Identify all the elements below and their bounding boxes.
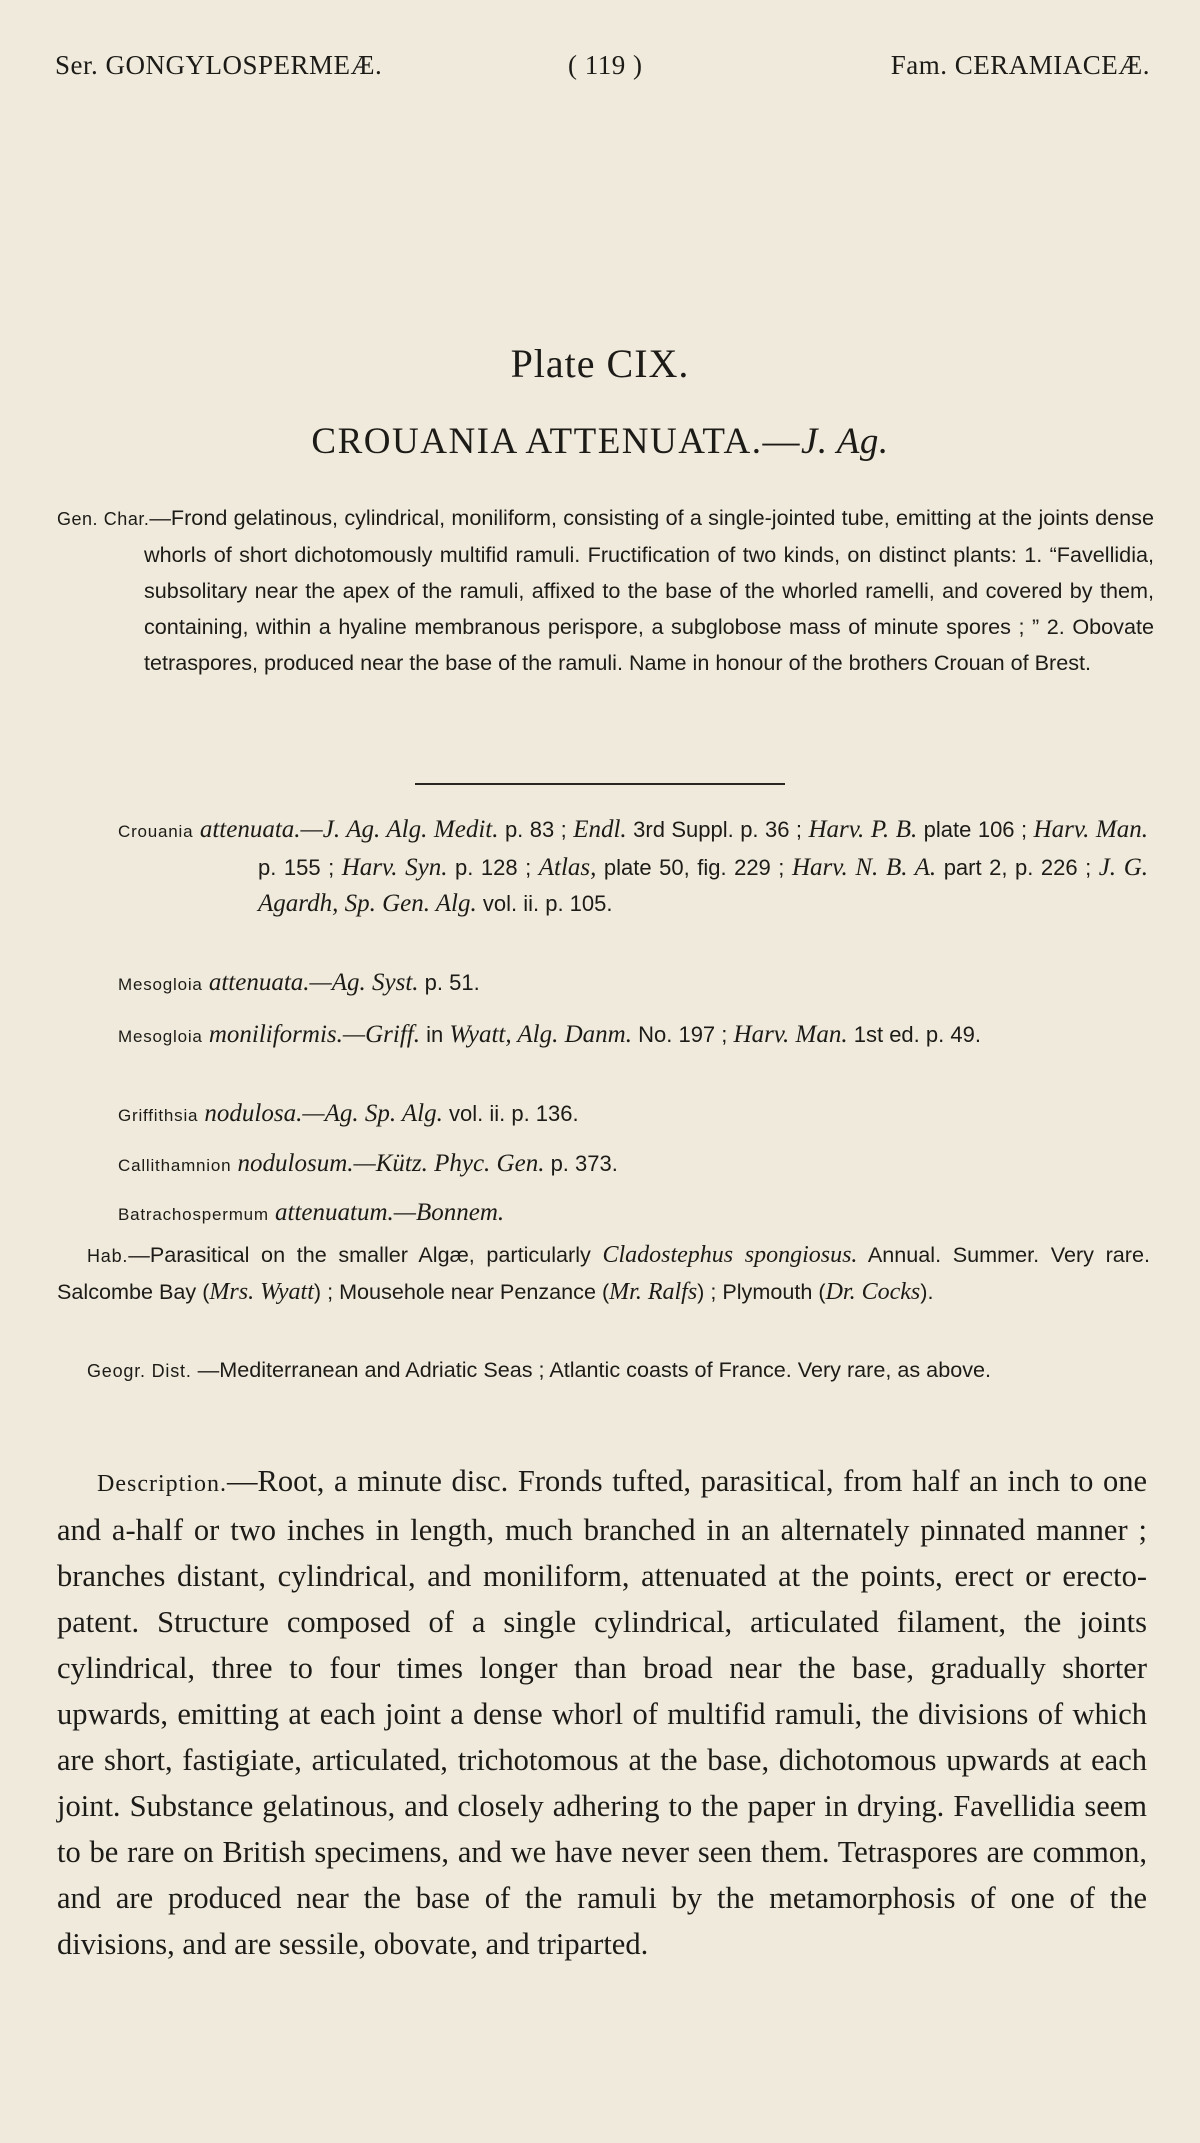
series-heading [55,50,382,81]
synonym-italic: attenuata.—J. Ag. Alg. Medit. [199,816,499,843]
description-label: Description. [97,1471,227,1497]
gen-char-text: —Frond gelatinous, cylindrical, moniliform, consisting of a single-jointed tube, emitting at the joints dense whorls of short dichotomously multifid ramuli. Fructification of two kinds, on distinct plants: 1. “Favellidia, subsolitary near the apex of the ramuli, affixed to the base of the whorled ramelli, and covered by them, containing, within a hyaline membranous perispore, a subglobose mass of minute spores ; ” 2. Obovate tetraspores, produced near the base of the ramuli. Name in honour of the brothers Crouan of Brest. [144,505,1154,675]
synonym-text: p. 373. [544,1151,618,1176]
page-number: ( 119 ) [568,50,643,80]
generic-character [57,500,1154,681]
synonym-italic: Harv. Syn. [341,854,448,881]
habitat-italic: Mrs. Wyatt [209,1279,314,1305]
family-name: CERAMIACEÆ. [954,50,1150,80]
synonym-italic: Harv. N. B. A. [791,854,937,881]
synonym-text: p. 155 ; [258,855,342,880]
synonym-genus: Mesogloia [118,1027,203,1046]
synonym-genus: Mesogloia [118,975,203,994]
synonym-italic: Endl. [573,816,627,843]
habitat-italic: Cladostephus spongiosus. [602,1242,858,1268]
habitat-text: ). [920,1279,934,1304]
section-divider [415,783,785,785]
synonym-text: p. 51. [418,970,480,995]
synonym-text: p. 83 ; [498,817,574,842]
synonym-entry [118,1017,1148,1055]
species-title [0,420,1200,463]
synonym-entry [118,1146,1148,1184]
habitat-text: Annual. Summer. Very rare. Salcombe Bay ( [57,1242,1150,1304]
synonym-genus: Callithamnion [118,1156,232,1175]
family-heading [891,50,1150,81]
synonym-text: in [419,1022,450,1047]
habitat-paragraph [57,1237,1150,1310]
habitat-text: ) ; Plymouth ( [697,1279,826,1304]
synonym-italic: Wyatt, Alg. Danm. [449,1021,632,1048]
synonym-text: 3rd Suppl. p. 36 ; [626,817,809,842]
synonym-text: plate 50, fig. 229 ; [596,855,792,880]
synonym-text: vol. ii. p. 105. [476,891,613,916]
species-authority: J. Ag. [800,421,889,462]
synonym-italic: Atlas, [538,854,597,881]
habitat-text: —Parasitical on the smaller Algæ, particularly [128,1242,603,1267]
habitat-italic: Mr. Ralfs [609,1279,698,1305]
synonym-italic: attenuata.—Ag. Syst. [208,969,419,996]
plate-label: Plate [510,341,596,386]
family-prefix: Fam. [890,50,948,80]
synonym-entry [118,965,1148,1003]
synonym-italic: Harv. Man. [733,1021,848,1048]
synonym-entry [118,1096,1148,1134]
species-name: CROUANIA ATTENUATA.— [311,421,801,462]
synonym-genus: Crouania [118,822,194,841]
synonym-text: vol. ii. p. 136. [442,1101,579,1126]
series-name: GONGYLOSPERMEÆ. [105,50,383,80]
habitat-label: Hab. [87,1246,129,1266]
plate-heading [0,340,1200,387]
synonym-italic: nodulosa.—Ag. Sp. Alg. [204,1100,443,1127]
habitat-italic: Dr. Cocks [825,1279,921,1305]
running-head [55,50,1150,90]
synonym-italic: attenuatum.—Bonnem. [275,1199,505,1226]
gen-char-label: Gen. Char. [57,509,150,529]
habitat-text: ) ; Mousehole near Penzance ( [313,1279,610,1304]
synonym-italic: moniliformis.—Griff. [208,1021,420,1048]
synonym-text: part 2, p. 226 ; [936,855,1099,880]
synonym-text: No. 197 ; [632,1022,734,1047]
synonym-italic: Harv. Man. [1033,816,1148,843]
synonym-text: plate 106 ; [917,817,1034,842]
synonym-italic: Harv. P. B. [808,816,918,843]
synonym-genus: Batrachospermum [118,1205,269,1224]
geography-paragraph [57,1352,1150,1389]
geography-text: —Mediterranean and Adriatic Seas ; Atlantic coasts of France. Very rare, as above. [191,1357,992,1382]
synonym-genus: Griffithsia [118,1106,199,1125]
plate-number: CIX. [606,341,690,386]
synonym-entry [118,812,1148,922]
description-text: —Root, a minute disc. Fronds tufted, parasitical, from half an inch to one and a-half or two inches in length, much branched in an alternately pinnated manner ; branches distant, cylindrical, and moniliform, attenuated at the points, erect or erecto-patent. Structure composed of a single cylindrical, articulated filament, the joints cylindrical, three to four times longer than broad near the base, gradually shorter upwards, emitting at each joint a dense whorl of multifid ramuli, the divisions of which are short, fastigiate, articulated, trichotomous at the base, dichotomous upwards at each joint. Substance gelatinous, and closely adhering to the paper in drying. Favellidia seem to be rare on British specimens, and we have never seen them. Tetraspores are common, and are produced near the base of the ramuli by the metamorphosis of one of the divisions, and are sessile, obovate, and triparted. [57,1464,1147,1961]
synonym-italic: J. G. Agardh, Sp. Gen. Alg. [258,854,1149,917]
synonym-text: p. 128 ; [447,855,539,880]
synonym-entry [118,1195,1148,1233]
geography-label: Geogr. Dist. [87,1361,192,1381]
synonym-italic: nodulosum.—Kütz. Phyc. Gen. [237,1150,545,1177]
description-paragraph [57,1458,1147,1967]
synonym-text: 1st ed. p. 49. [847,1022,981,1047]
series-prefix: Ser. [55,50,99,80]
